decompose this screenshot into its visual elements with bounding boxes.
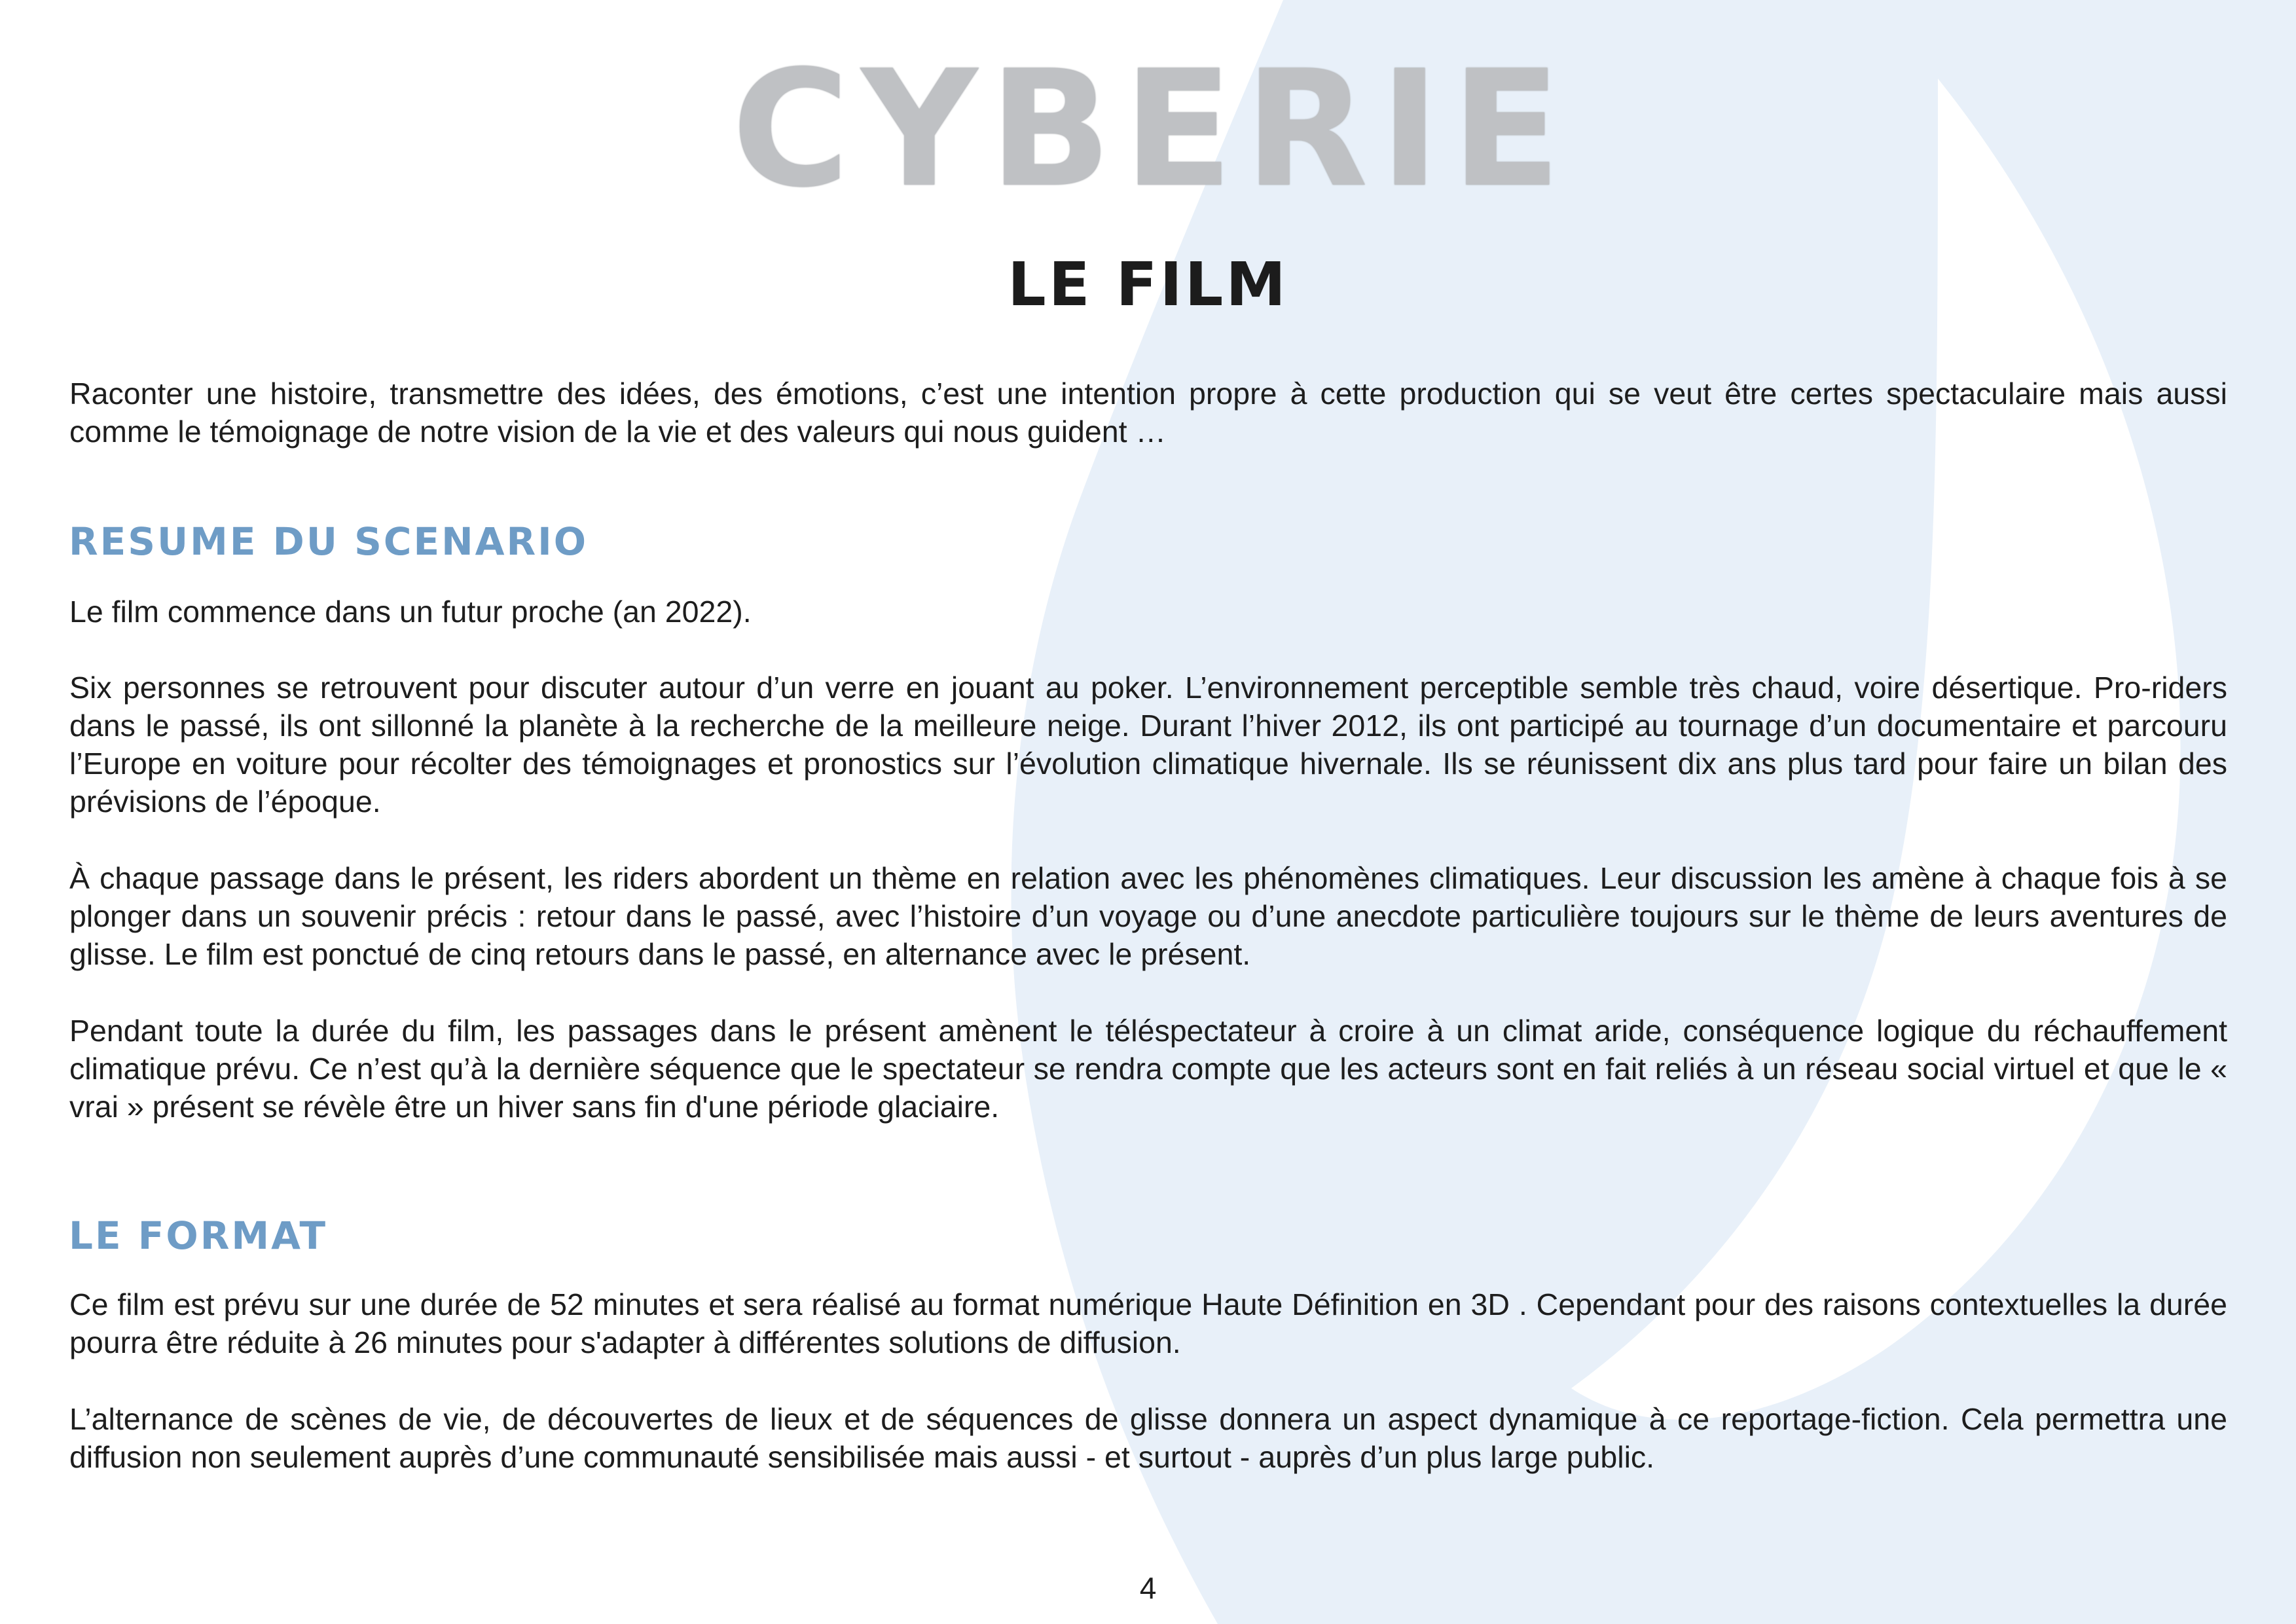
scenario-paragraph-3: À chaque passage dans le présent, les riders abordent un thème en relation avec les phénomènes climatiques. Leur discussion les amène à chaque fois à se plonger dans un souvenir précis : retour dans le passé, avec l’histoire d’un voyage ou d’une anecdote particulière toujours sur le thème de leurs aventures de glisse. Le film est ponctué de cinq retours dans le passé, en alternance avec le présent. bbox=[69, 861, 2227, 971]
scenario-paragraph-4: Pendant toute la durée du film, les passages dans le présent amènent le téléspectateur à croire à un climat aride, conséquence logique du réchauffement climatique prévu. Ce n’est qu’à la dernière séquence que le spectateur se rendra compte que les acteurs sont en fait reliés à un réseau social virtuel et que le « vrai » présent se révèle être un hiver sans fin d'une période glaciaire. bbox=[69, 1014, 2227, 1124]
format-paragraph-1: Ce film est prévu sur une durée de 52 minutes et sera réalisé au format numérique Haute Définition en 3D . Cependant pour des raisons contextuelles la durée pourra être réduite à 26 minutes pour s'adapter à différentes solutions de diffusion. bbox=[69, 1287, 2227, 1359]
page-number: 4 bbox=[1139, 1571, 1157, 1605]
cyberie-logo: CYBERIE bbox=[731, 36, 1573, 223]
scenario-paragraph-1: Le film commence dans un futur proche (an 2022). bbox=[69, 595, 752, 629]
intro-paragraph: Raconter une histoire, transmettre des idées, des émotions, c’est une intention propre à cette production qui se veut être certes spectaculaire mais aussi comme le témoignage de notre vision de la vie et des valeurs qui nous guident … bbox=[69, 377, 2227, 449]
section-heading-format: LE FORMAT bbox=[69, 1213, 328, 1258]
section-heading-scenario: RESUME DU SCENARIO bbox=[69, 519, 589, 564]
scenario-paragraph-2: Six personnes se retrouvent pour discuter autour d’un verre en jouant au poker. L’environnement perceptible semble très chaud, voire désertique. Pro-riders dans le passé, ils ont sillonné la planète à la recherche de la meilleure neige. Durant l’hiver 2012, ils ont participé au tournage d’un documentaire et parcouru l’Europe en voiture pour récolter des témoignages et pronostics sur l’évolution climatique hivernale. Ils se réunissent dix ans plus tard pour faire un bilan des prévisions de l’époque. bbox=[69, 671, 2227, 819]
page-title: LE FILM bbox=[1008, 249, 1288, 320]
format-paragraph-2: L’alternance de scènes de vie, de découvertes de lieux et de séquences de glisse donnera un aspect dynamique à ce reportage-fiction. Cela permettra une diffusion non seulement auprès d’une communauté sensibilisée mais aussi - et surtout - auprès d’un plus large public. bbox=[69, 1402, 2227, 1474]
